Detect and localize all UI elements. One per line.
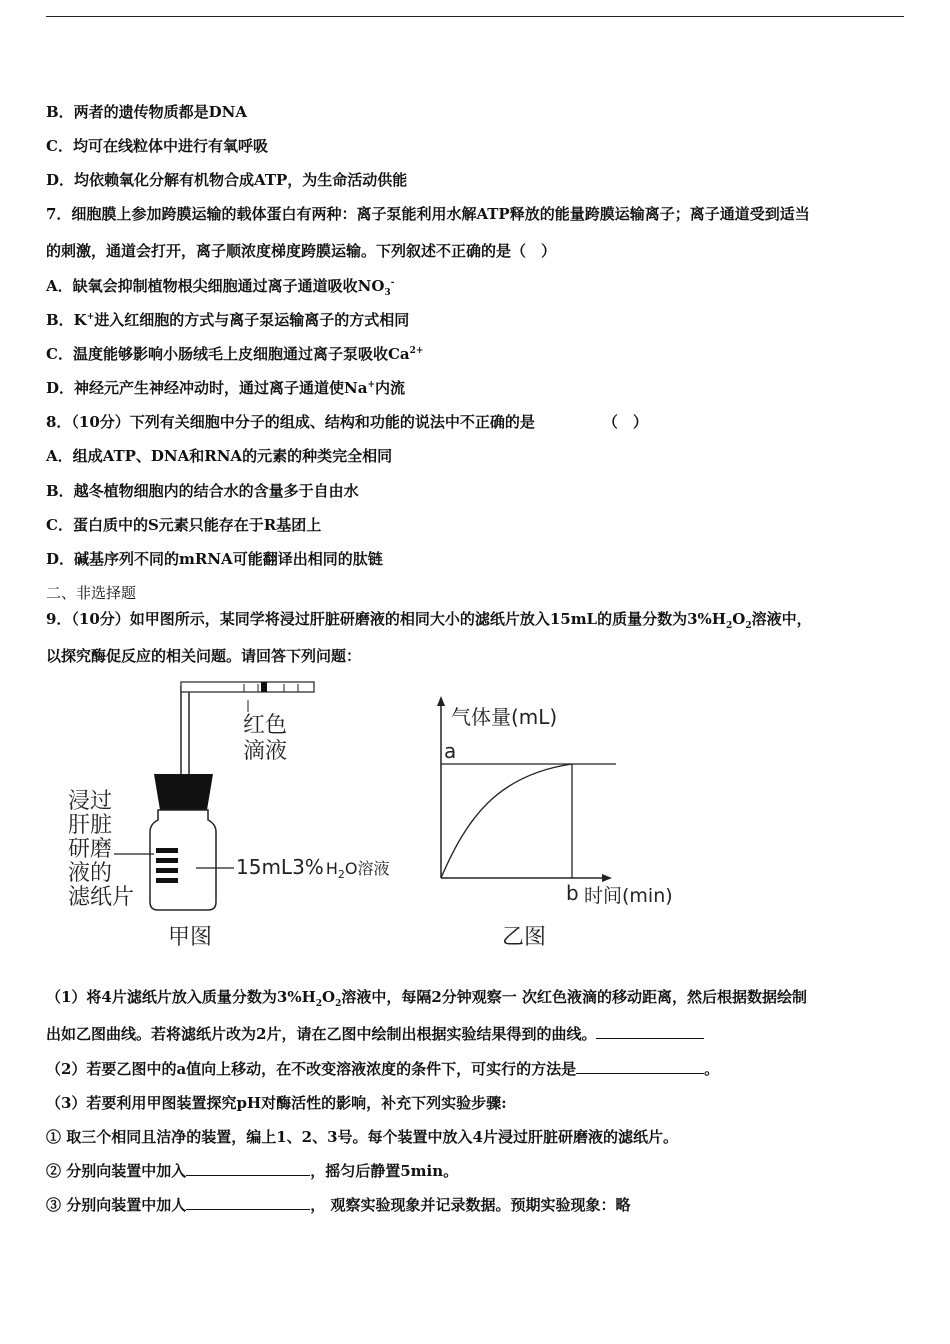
caption-jia: 甲图 [168, 925, 213, 950]
section-heading: 二、非选择题 [46, 584, 137, 602]
a-label: a [444, 739, 457, 763]
label-paper-4: 液的 [68, 861, 113, 886]
q7-option-a: A．缺氧会抑制植物根尖细胞通过离子通道吸收$NO_3^-$ [46, 277, 395, 298]
label-paper-5: 滤纸片 [68, 885, 135, 910]
answer-blank-2[interactable] [576, 1059, 704, 1074]
stopper [154, 774, 213, 810]
answer-blank-3[interactable] [186, 1161, 310, 1176]
q9-step2: ② 分别向装置中加入 ，摇匀后静置5min。 [46, 1162, 459, 1180]
q6-option-d: D．均依赖氧化分解有机物合成ATP，为生命活动供能 [46, 171, 408, 189]
q6-option-b: B．两者的遗传物质都是DNA [46, 103, 248, 121]
q8-option-c: C．蛋白质中的S元素只能存在于R基团上 [46, 516, 322, 534]
q8-option-b: B．越冬植物细胞内的结合水的含量多于自由水 [46, 482, 359, 500]
label-paper-3: 研磨 [68, 837, 113, 862]
q8-option-d: D．碱基序列不同的mRNA可能翻译出相同的肽链 [46, 550, 383, 568]
q8-stem: 8．（10分）下列有关细胞中分子的组成、结构和功能的说法中不正确的是 （ ） [46, 413, 648, 431]
q7-stem-line1: 7．细胞膜上参加跨膜运输的载体蛋白有两种：离子泵能利用水解ATP释放的能量跨膜运输离子；离子通道受到适当 [46, 205, 810, 223]
q7-option-d: D．神经元产生神经冲动时，通过离子通道使Na+内流 [46, 379, 406, 397]
label-paper-1: 浸过 [68, 789, 113, 814]
q9-part2: （2）若要乙图中的a值向上移动，在不改变溶液浓度的条件下，可实行的方法是 。 [46, 1060, 720, 1078]
q9-part1-line2: 出如乙图曲线。若将滤纸片改为2片，请在乙图中绘制出根据实验结果得到的曲线。 [46, 1024, 704, 1044]
label-red-drop-1: 红色 [243, 713, 288, 738]
q9-part1-line1: （1）将4片滤纸片放入质量分数为$3\%H_2O_2$溶液中，每隔2分钟观察一 次红色液滴的移动距离，然后根据数据绘制 [46, 988, 808, 1009]
x-axis-label: 时间(min) [584, 885, 673, 907]
q6-option-c: C．均可在线粒体中进行有氧呼吸 [46, 137, 268, 155]
q9-stem-line2: 以探究酶促反应的相关问题。请回答下列问题： [46, 647, 362, 665]
b-label: b [566, 881, 579, 905]
answer-blank-4[interactable] [186, 1195, 310, 1210]
label-red-drop-2: 滴液 [243, 739, 288, 764]
q9-stem-line1: 9．（10分）如甲图所示，某同学将浸过肝脏研磨液的相同大小的滤纸片放入15mL的质量分数为$3\%H_2O_2$溶液中， [46, 610, 812, 631]
experiment-figures [46, 680, 686, 952]
label-solution: 15mL3% $H_2^{O溶液}$ [236, 855, 390, 881]
q7-option-b: B．K+进入红细胞的方式与离子泵运输离子的方式相同 [46, 311, 410, 329]
q8-option-a: A．组成ATP、DNA和RNA的元素的种类完全相同 [46, 447, 393, 465]
reaction-curve [441, 764, 572, 878]
header-rule [46, 16, 904, 17]
q9-step3: ③ 分别向装置中加人 ， 观察实验现象并记录数据。预期实验现象：略 [46, 1196, 631, 1214]
label-paper-2: 肝脏 [68, 813, 113, 838]
q7-stem-line2: 的刺激，通道会打开，离子顺浓度梯度跨膜运输。下列叙述不正确的是（ ） [46, 242, 557, 260]
answer-blank-1[interactable] [596, 1024, 704, 1039]
gas-volume-graph [437, 696, 673, 950]
q9-step1: ① 取三个相同且洁净的装置，编上1、2、3号。每个装置中放入4片浸过肝脏研磨液的滤纸片。 [46, 1128, 678, 1146]
q7-option-c: C．温度能够影响小肠绒毛上皮细胞通过离子泵吸收$Ca^{2+}$ [46, 345, 424, 363]
apparatus-diagram [68, 682, 389, 950]
y-axis-label: 气体量(mL) [451, 705, 558, 729]
q9-part3: （3）若要利用甲图装置探究pH对酶活性的影响，补充下列实验步骤: [46, 1094, 507, 1112]
red-drop-marker [261, 682, 267, 692]
caption-yi: 乙图 [502, 925, 547, 950]
